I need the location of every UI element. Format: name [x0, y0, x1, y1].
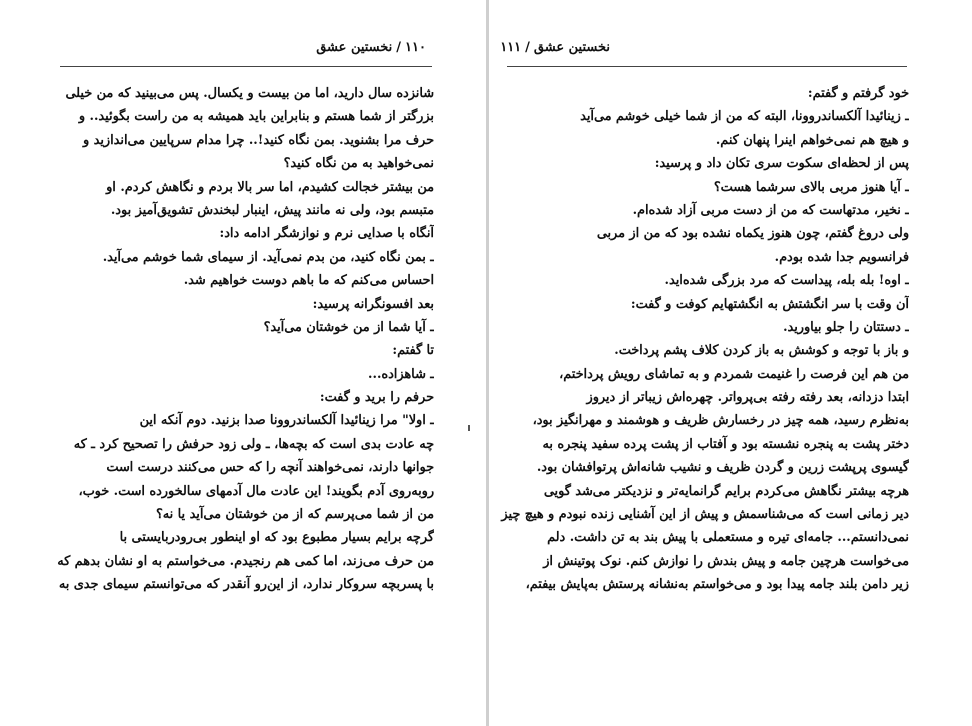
text-line: ابتدا دزدانه، بعد رفته رفته بی‌پرواتر. چهره‌اش زیباتر از دیروز [586, 390, 909, 406]
text-line: ـ دستتان را جلو بیاورید. [783, 319, 909, 335]
right-page [489, 0, 972, 726]
page-number: ۱۱۰ [405, 40, 426, 55]
header-separator: / [525, 40, 530, 55]
header-rule [60, 66, 432, 67]
ink-mark [468, 425, 470, 431]
text-line: حرف مرا بشنوید. بمن نگاه کنید!.. چرا مدام سرپایین می‌اندازید و [83, 132, 434, 148]
text-line: ولی دروغ گفتم، چون هنوز یکماه نشده بود که من از مربی [596, 226, 909, 242]
text-line: آنگاه با صدایی نرم و نوازشگر ادامه داد: [219, 226, 434, 242]
text-line: و هیچ هم نمی‌خواهم اینرا پنهان کنم. [715, 132, 909, 148]
text-line: دیر زمانی است که می‌شناسمش و پیش از این آشنایی زنده نبودم و هیچ چیز [501, 507, 909, 523]
running-title: نخستین عشق [316, 40, 393, 55]
text-line: متبسم بود، ولی نه مانند پیش، اینبار لبخندش تشویق‌آمیز بود. [110, 202, 434, 218]
text-line: چه عادت بدی است که بچه‌ها، ـ ولی زود حرفش را تصحیح کرد ـ که [73, 436, 434, 452]
text-line: روبه‌روی آدم بگویند! این عادت مال آدمهای سالخورده است. خوب، [78, 483, 434, 499]
text-line: نمی‌دانستم... جامه‌ای تیره و مستعملی با پیش بند به تن داشت. دلم [547, 530, 909, 546]
text-line: دختر پشت به پنجره نشسته بود و آفتاب از پشت پرده سفید پنجره به [542, 436, 909, 452]
text-line: هرچه بیشتر نگاهش می‌کردم برایم گرانمایه‌تر و نزدیکتر می‌شد گویی [543, 483, 909, 499]
text-line: بزرگتر از شما هستم و بنابراین باید همیشه به من راست بگوئید.. و [78, 109, 434, 125]
text-line: گیسوی پرپشت زرین و گردن ظریف و نشیب شانه‌اش پرتوافشان بود. [536, 460, 909, 476]
text-line: ـ زینائیدا آلکساندروونا، البته که من از شما خیلی خوشم می‌آید [580, 109, 909, 125]
text-line: ـ آیا هنوز مربی بالای سرشما هست؟ [713, 179, 909, 195]
text-line: من بیشتر خجالت کشیدم، اما سر بالا بردم و نگاهش کردم. او [106, 179, 434, 195]
text-line: گرچه برایم بسیار مطبوع بود که او اینطور بی‌رودربایستی با [119, 530, 434, 546]
left-page-text [52, 82, 434, 597]
page-number: ۱۱۱ [500, 40, 522, 55]
text-line: خود گرفتم و گفتم: [807, 86, 909, 101]
text-line: احساس می‌کنم که ما باهم دوست خواهیم شد. [183, 273, 434, 289]
header-separator: / [396, 40, 402, 55]
text-line: ـ نخیر، مدتهاست که من از دست مربی آزاد شده‌ام. [632, 202, 909, 218]
text-line: من هم این فرصت را غنیمت شمردم و به تماشای رویش پرداختم، [559, 366, 909, 382]
text-line: ـ شاهزاده... [368, 366, 434, 382]
running-title: نخستین عشق [533, 40, 610, 55]
text-line: حرفم را برید و گفت: [319, 390, 434, 406]
text-line: بعد افسونگرانه پرسید: [312, 296, 434, 312]
text-line: تا گفتم: [392, 343, 434, 359]
text-line: جوانها دارند، نمی‌خواهند آنچه را که حس می‌کنند درست است [106, 460, 434, 476]
text-line: ـ بمن نگاه کنید، من بدم نمی‌آید. از سیمای شما خوشم می‌آید. [102, 249, 434, 265]
text-line: پس از لحظه‌ای سکوت سری تکان داد و پرسید: [654, 156, 909, 172]
text-line: به‌نظرم رسید، همه چیز در رخسارش ظریف و هوشمند و مهرانگیز بود، [532, 413, 909, 429]
text-line: آن وقت با سر انگشتش به انگشتهایم کوفت و گفت: [630, 296, 909, 312]
text-line: نمی‌خواهید به من نگاه کنید؟ [283, 156, 434, 172]
text-line: شانزده سال دارید، اما من بیست و یکسال. پس می‌بینید که من خیلی [65, 86, 434, 101]
header-rule [507, 66, 907, 67]
text-line: و باز با توجه و کوشش به باز کردن کلاف پشم پرداخت. [614, 343, 909, 359]
text-line: ـ اولا" مرا زینائیدا آلکساندروونا صدا بزنید. دوم آنکه این [139, 413, 434, 429]
text-line: می‌خواست هرچین جامه و پیش بندش را نوازش کنم. نوک پوتینش از [543, 553, 909, 569]
left-page-header [316, 40, 426, 55]
right-page-header [500, 40, 610, 55]
text-line: من از شما می‌پرسم که از من خوشتان می‌آید یا نه؟ [155, 507, 434, 523]
text-line: با پسربچه سروکار ندارد، از این‌رو آنقدر که می‌توانستم سیمای جدی به [58, 577, 434, 593]
text-line: ـ آیا شما از من خوشتان می‌آید؟ [263, 319, 434, 335]
text-line: زیر دامن بلند جامه پیدا بود و می‌خواستم به‌نشانه پرستش به‌پایش بیفتم، [525, 577, 909, 593]
right-page-text [499, 82, 909, 597]
text-line: ـ اوه! بله بله، پیداست که مرد بزرگی شده‌اید. [664, 273, 909, 289]
text-line: من حرف می‌زند، اما کمی هم رنجیدم. می‌خواستم به او نشان بدهم که [57, 553, 434, 569]
text-line: فرانسویم جدا شده بودم. [774, 249, 909, 265]
